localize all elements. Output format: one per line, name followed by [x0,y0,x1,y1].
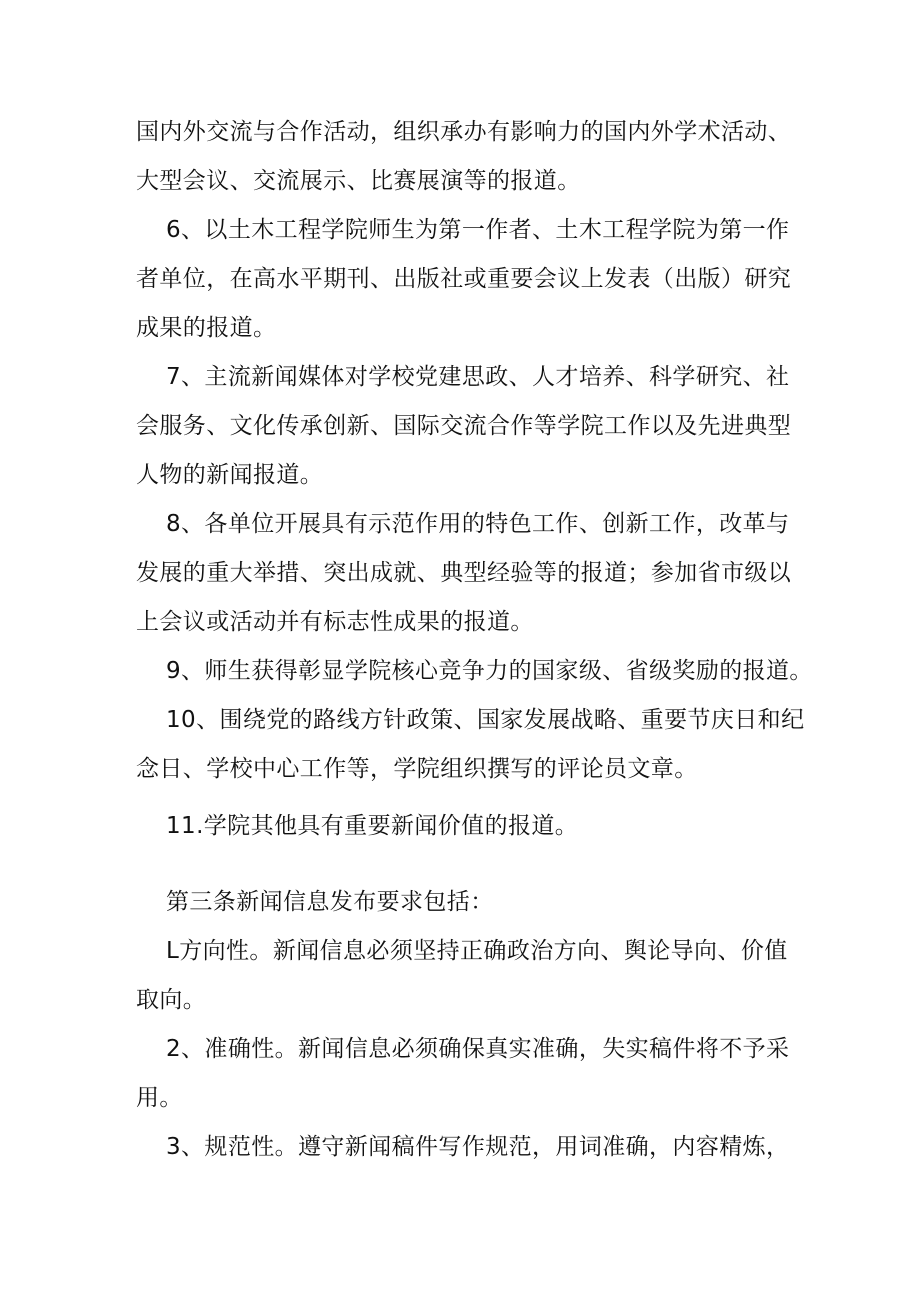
item-7-line-3: 人物的新闻报道。 [136,462,324,488]
item-7-line-2: 会服务、文化传承创新、国际交流合作等学院工作以及先进典型 [136,413,792,439]
item-8-line-2: 发展的重大举措、突出成就、典型经验等的报道；参加省市级以 [136,560,792,586]
req-1-line-1: L方向性。新闻信息必须坚持正确政治方向、舆论导向、价值 [166,938,788,964]
item-6-line-2: 者单位，在高水平期刊、出版社或重要会议上发表（出版）研究 [136,266,792,292]
article-3-heading: 第三条新闻信息发布要求包括： [166,889,494,915]
req-1-line-2: 取向。 [136,987,207,1013]
item-8-line-3: 上会议或活动并有标志性成果的报道。 [136,609,534,635]
item-7-line-1: 7、主流新闻媒体对学校党建思政、人才培养、科学研究、社 [166,364,790,390]
req-2-line-2: 用。 [136,1085,183,1111]
text-line-1: 国内外交流与合作活动，组织承办有影响力的国内外学术活动、 [136,119,792,145]
item-6-line-3: 成果的报道。 [136,315,277,341]
text-line-2: 大型会议、交流展示、比赛展演等的报道。 [136,168,581,194]
item-10-line-1: 10、围绕党的路线方针政策、国家发展战略、重要节庆日和纪 [166,707,805,733]
item-9-line-1: 9、师生获得彰显学院核心竞争力的国家级、省级奖励的报道。 [166,658,813,684]
req-3-line-1: 3、规范性。遵守新闻稿件写作规范，用词准确，内容精炼， [166,1134,790,1160]
item-8-line-1: 8、各单位开展具有示范作用的特色工作、创新工作，改革与 [166,511,790,537]
item-6-line-1: 6、以土木工程学院师生为第一作者、土木工程学院为第一作 [166,217,790,243]
req-2-line-1: 2、准确性。新闻信息必须确保真实准确，失实稿件将不予采 [166,1036,790,1062]
item-11-line-1: 11.学院其他具有重要新闻价值的报道。 [166,813,579,839]
item-10-line-2: 念日、学校中心工作等，学院组织撰写的评论员文章。 [136,756,698,782]
